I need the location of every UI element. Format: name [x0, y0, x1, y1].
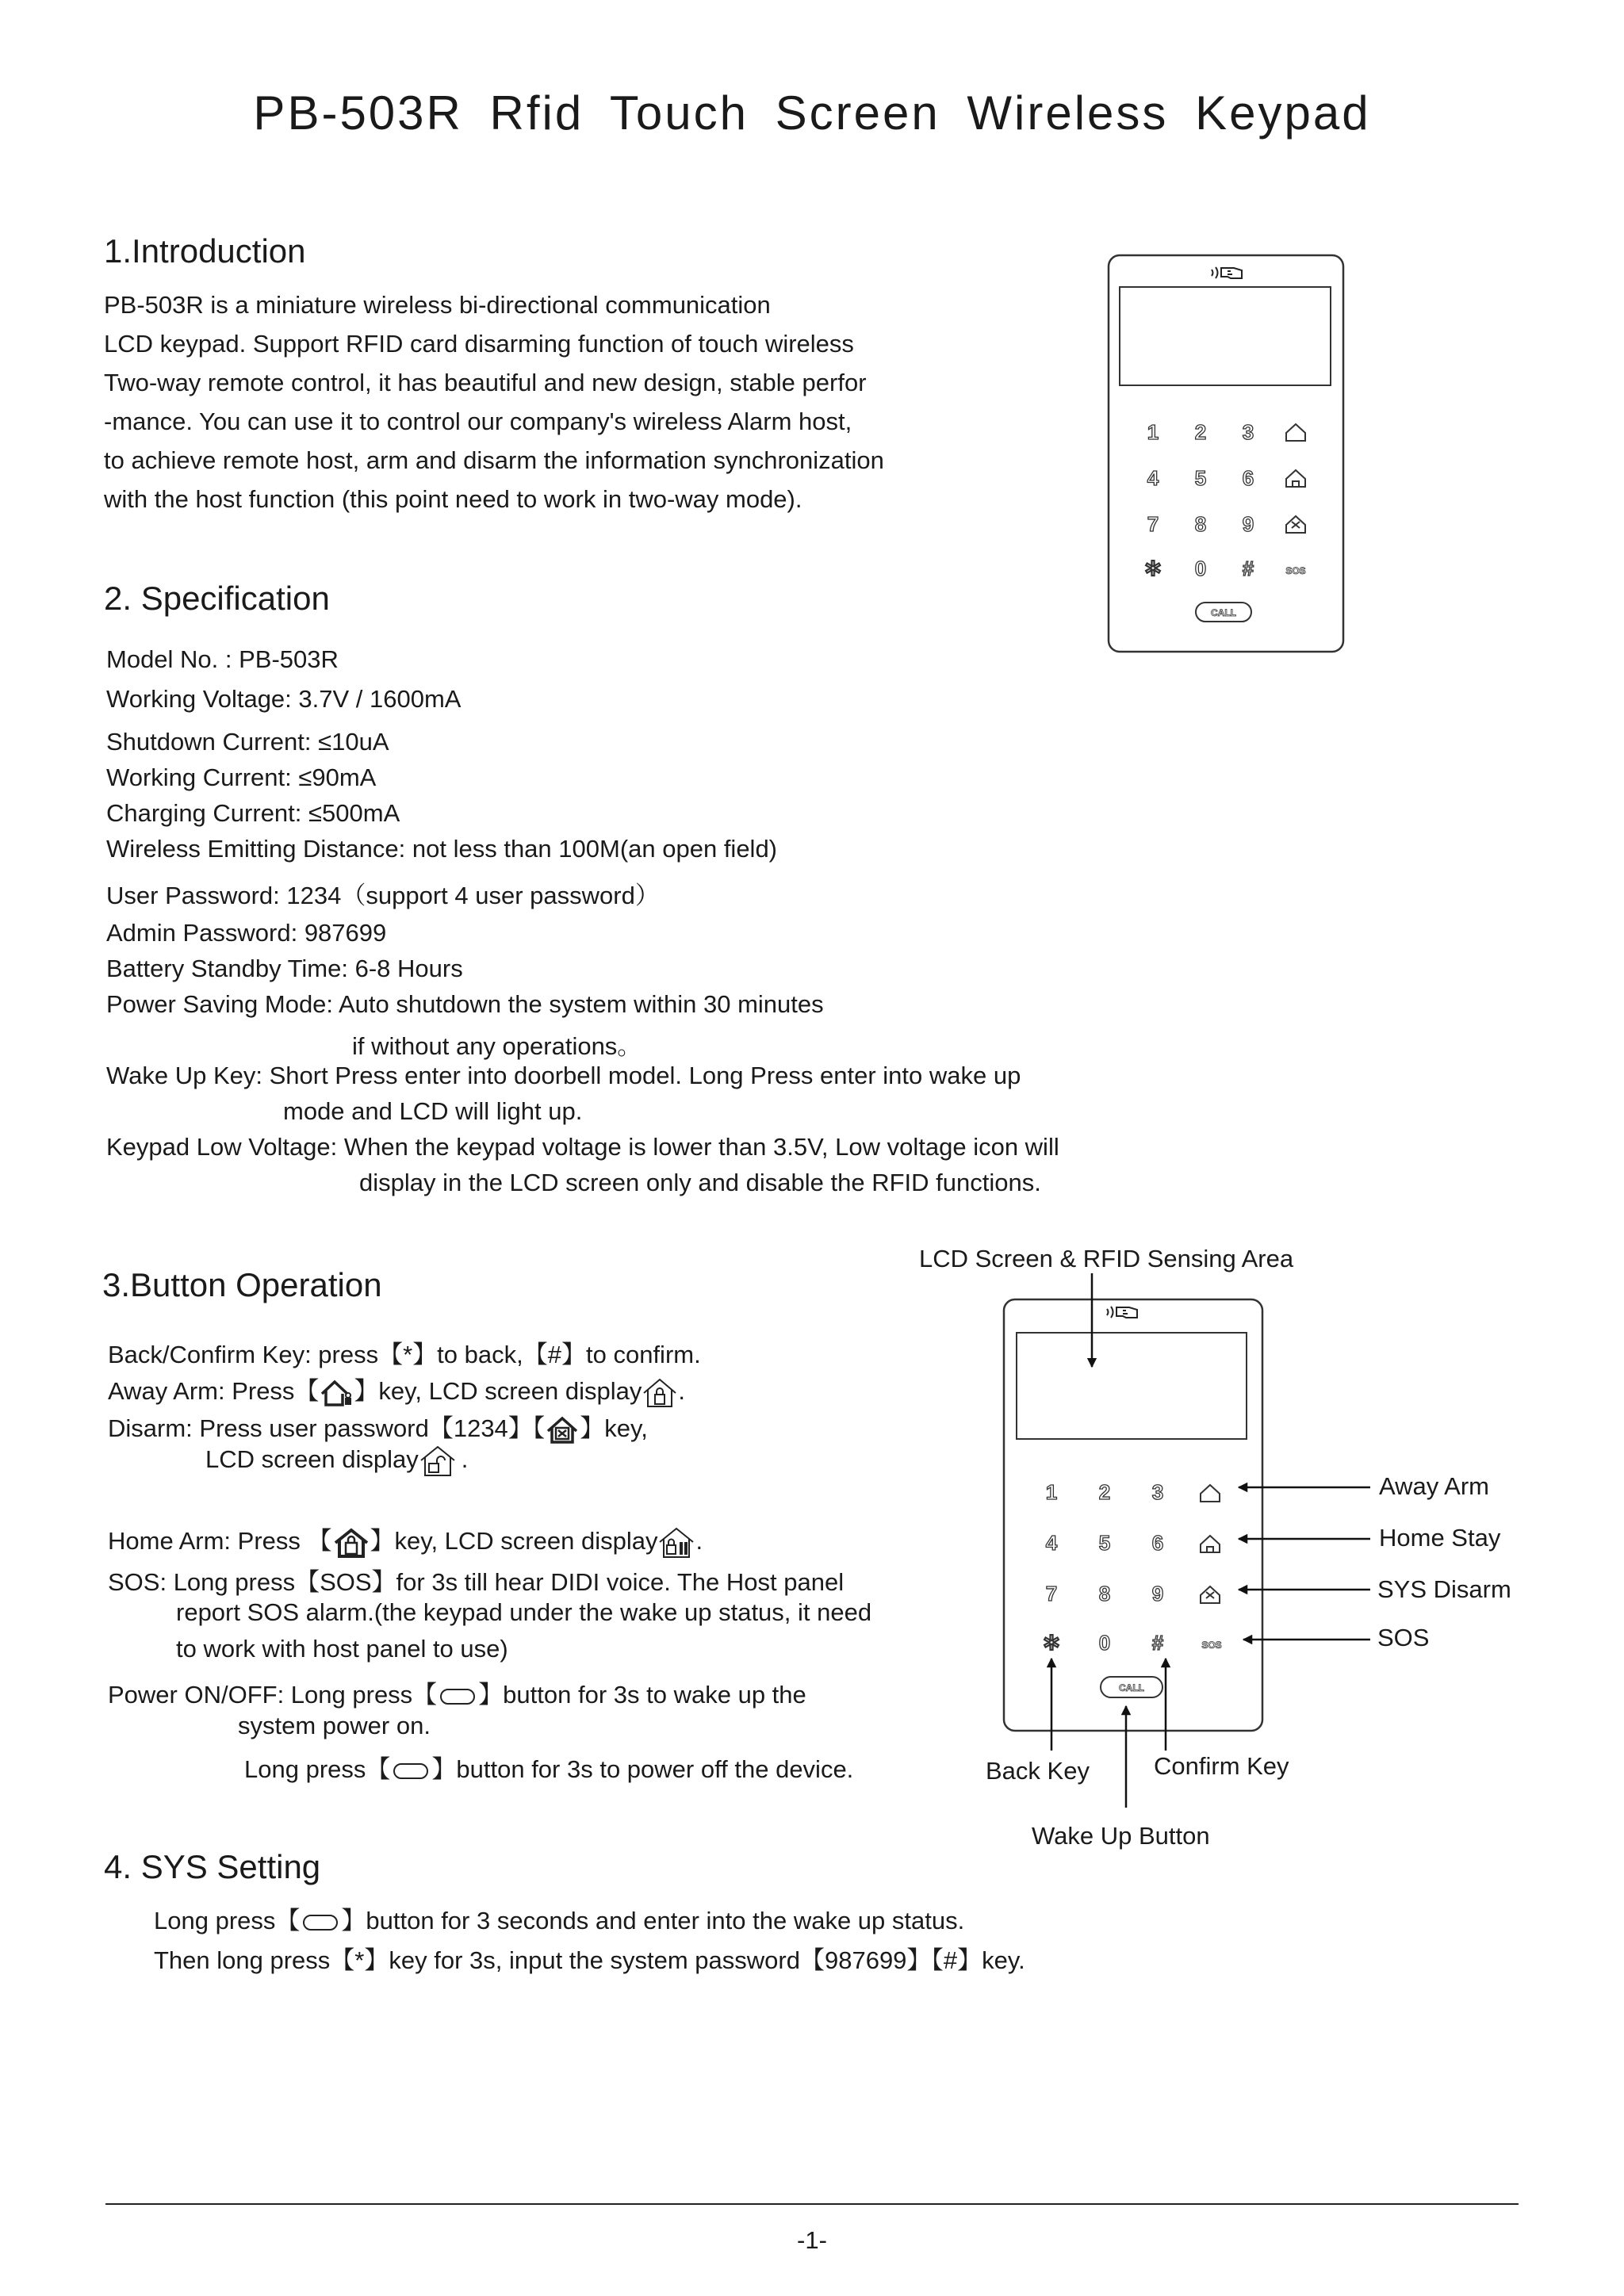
key-1: 1 — [1147, 420, 1159, 444]
sos-line-3: to work with host panel to use) — [176, 1635, 508, 1663]
label-sos: SOS — [1377, 1624, 1430, 1651]
key-star: ✲ — [1043, 1631, 1060, 1655]
spec-wake-up: Wake Up Key: Short Press enter into doorbell model. Long Press enter into wake up — [106, 1062, 1021, 1089]
spec-admin-password: Admin Password: 987699 — [106, 919, 387, 947]
spec-power-saving: Power Saving Mode: Auto shutdown the system within 30 minutes — [106, 990, 824, 1018]
key-9: 9 — [1151, 1582, 1164, 1605]
spec-wake-up-cont: mode and LCD will light up. — [283, 1097, 583, 1125]
sos-key: SOS — [1285, 565, 1306, 576]
power-line-2: system power on. — [238, 1712, 431, 1739]
key-2: 2 — [1098, 1480, 1111, 1504]
key-2: 2 — [1194, 420, 1207, 444]
label-lcd-rfid: LCD Screen & RFID Sensing Area — [919, 1245, 1294, 1272]
spec-power-saving-cont: if without any operations。 — [352, 1032, 642, 1060]
sos-line-1: SOS: Long press【SOS】for 3s till hear DIDI voice. The Host panel — [108, 1568, 845, 1596]
spec-low-voltage: Keypad Low Voltage: When the keypad voltage is lower than 3.5V, Low voltage icon will — [106, 1133, 1059, 1161]
power-line-3: Long press【 】button for 3s to power off the device. — [244, 1755, 854, 1783]
button-op-heading: 3.Button Operation — [102, 1266, 382, 1303]
spec-heading: 2. Specification — [104, 580, 330, 617]
spec-voltage: Working Voltage: 3.7V / 1600mA — [106, 685, 462, 713]
key-4: 4 — [1147, 466, 1159, 490]
spec-low-voltage-cont: display in the LCD screen only and disable the RFID functions. — [359, 1169, 1041, 1196]
sys-line-1: Long press【 】button for 3 seconds and enter into the wake up status. — [154, 1907, 965, 1934]
key-4: 4 — [1045, 1531, 1058, 1555]
spec-model: Model No. : PB-503R — [106, 645, 339, 673]
spec-shutdown-current: Shutdown Current: ≤10uA — [106, 728, 389, 756]
key-6: 6 — [1242, 466, 1254, 490]
back-confirm-line: Back/Confirm Key: press【*】to back,【#】to confirm. — [108, 1341, 701, 1368]
label-away-arm: Away Arm — [1379, 1472, 1489, 1500]
spec-working-current: Working Current: ≤90mA — [106, 763, 377, 791]
key-3: 3 — [1151, 1480, 1164, 1504]
key-hash: # — [1242, 557, 1254, 580]
key-0: 0 — [1098, 1631, 1111, 1655]
sys-heading: 4. SYS Setting — [104, 1848, 321, 1885]
label-sys-disarm: SYS Disarm — [1377, 1575, 1511, 1603]
key-6: 6 — [1151, 1531, 1164, 1555]
intro-line: Two-way remote control, it has beautiful and new design, stable perfor — [104, 369, 867, 396]
intro-line: to achieve remote host, arm and disarm the information synchronization — [104, 446, 884, 474]
key-8: 8 — [1098, 1582, 1111, 1605]
key-star: ✲ — [1144, 557, 1162, 580]
spec-standby: Battery Standby Time: 6-8 Hours — [106, 955, 463, 982]
call-key: CALL — [1211, 607, 1236, 618]
intro-line: -mance. You can use it to control our company's wireless Alarm host, — [104, 408, 852, 435]
key-5: 5 — [1194, 466, 1207, 490]
spec-distance: Wireless Emitting Distance: not less than 100M(an open field) — [106, 835, 778, 863]
sys-line-2: Then long press【*】key for 3s, input the system password【987699】【#】key. — [154, 1946, 1025, 1974]
key-8: 8 — [1194, 512, 1207, 536]
disarm-line-cont: LCD screen display . — [205, 1445, 468, 1478]
page-title: PB-503R Rfid Touch Screen Wireless Keypad — [253, 86, 1371, 140]
disarm-line: Disarm: Press user password【1234】【 】key, — [108, 1408, 648, 1445]
label-home-stay: Home Stay — [1379, 1524, 1501, 1552]
away-arm-line: Away Arm: Press【 】key, LCD screen display . — [108, 1371, 685, 1409]
power-line-1: Power ON/OFF: Long press【 】button for 3s to wake up the — [108, 1681, 806, 1709]
home-arm-line: Home Arm: Press 【 】key, LCD screen display . — [108, 1521, 703, 1559]
intro-line: LCD keypad. Support RFID card disarming function of touch wireless — [104, 330, 854, 358]
label-back-key: Back Key — [986, 1757, 1090, 1785]
spec-user-password: User Password: 1234（support 4 user password） — [106, 882, 660, 909]
sos-line-2: report SOS alarm.(the keypad under the wake up status, it need — [176, 1598, 872, 1626]
page-number: -1- — [797, 2226, 827, 2254]
key-1: 1 — [1045, 1480, 1058, 1504]
key-5: 5 — [1098, 1531, 1111, 1555]
key-0: 0 — [1194, 557, 1207, 580]
footer-divider — [105, 2203, 1519, 2205]
label-confirm-key: Confirm Key — [1154, 1752, 1289, 1780]
intro-line: with the host function (this point need to work in two-way mode). — [104, 485, 802, 513]
key-3: 3 — [1242, 420, 1254, 444]
call-key: CALL — [1119, 1682, 1144, 1693]
sos-key: SOS — [1201, 1640, 1222, 1651]
key-7: 7 — [1147, 512, 1159, 536]
intro-line: PB-503R is a miniature wireless bi-directional communication — [104, 291, 771, 319]
call-button-icon — [303, 1915, 338, 1931]
key-9: 9 — [1242, 512, 1254, 536]
key-hash: # — [1151, 1631, 1164, 1655]
key-7: 7 — [1045, 1582, 1058, 1605]
label-wake-up: Wake Up Button — [1032, 1822, 1210, 1850]
intro-heading: 1.Introduction — [104, 232, 306, 270]
spec-charging-current: Charging Current: ≤500mA — [106, 799, 400, 827]
